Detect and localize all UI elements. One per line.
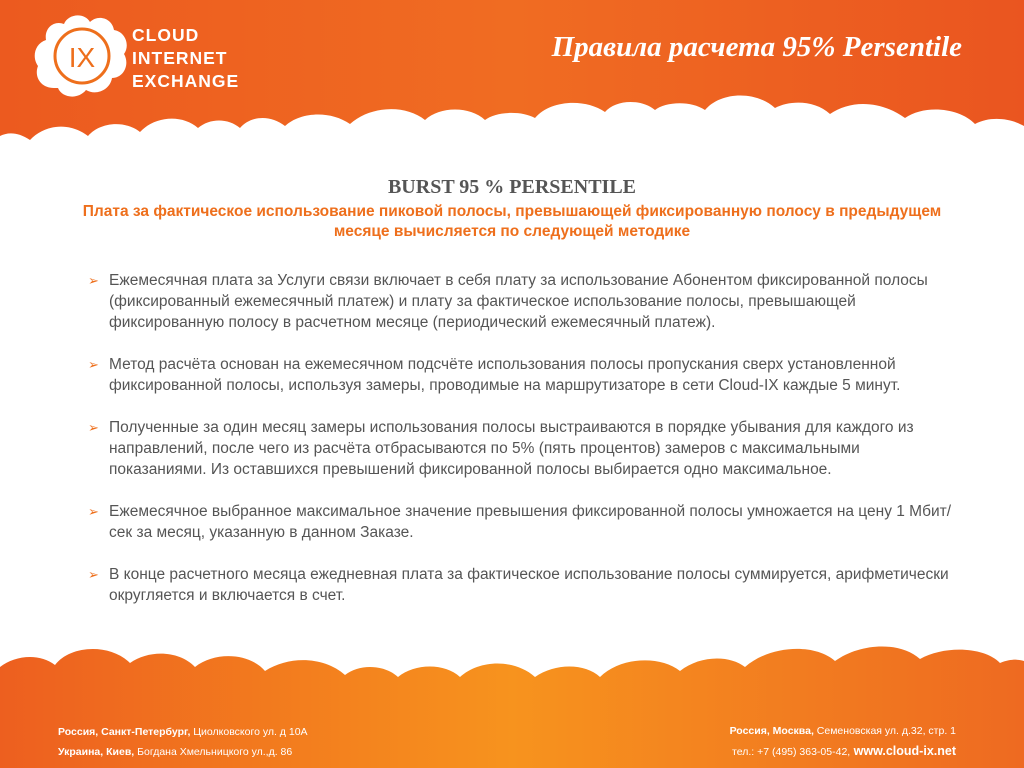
rule-text: Ежемесячное выбранное максимальное значение превышения фиксированной полосы умножается на цену 1 Мбит/сек за месяц, указанную в данном Заказе. xyxy=(109,503,952,541)
rules-list xyxy=(88,270,958,606)
cloud-ix-logo-icon xyxy=(32,10,132,105)
arrow-bullet-icon: ➢ xyxy=(88,420,99,435)
arrow-bullet-icon: ➢ xyxy=(88,567,99,582)
rule-text: Ежемесячная плата за Услуги связи включает в себя плату за использование Абонентом фиксированной полосы (фиксированный ежемесячный платеж) и плату за фактическое использование полосы, превышающей фиксированную полосу в расчетном месяце (периодический ежемесячный платеж). xyxy=(109,272,928,331)
arrow-bullet-icon: ➢ xyxy=(88,357,99,372)
rule-text: В конце расчетного месяца ежедневная плата за фактическое использование полосы суммируется, арифметически округляется и включается в счет. xyxy=(109,566,949,604)
logo-line-2: INTERNET xyxy=(132,48,228,68)
footer-address-kiev xyxy=(58,746,292,758)
footer-moscow-label: Россия, Москва, xyxy=(729,725,814,737)
arrow-bullet-icon: ➢ xyxy=(88,273,99,288)
rule-item-4 xyxy=(88,501,958,543)
footer-contacts xyxy=(732,744,956,758)
logo-wordmark xyxy=(132,24,239,93)
rule-item-1 xyxy=(88,270,958,333)
rule-text: Полученные за один месяц замеры использования полосы выстраиваются в порядке убывания для каждого из направлений, после чего из расчёта отбрасываются по 5% (пять процентов) замеров с максимальными показаниями. Из оставшихся превышений фиксированной полосы выбирается одно максимальное. xyxy=(109,419,914,478)
footer-kiev-label: Украина, Киев, xyxy=(58,746,135,758)
footer-address-spb xyxy=(58,726,308,738)
rule-item-5 xyxy=(88,564,958,606)
section-heading: BURST 95 % PERSENTILE xyxy=(387,176,637,198)
footer-address-moscow xyxy=(730,725,956,737)
footer-spb-label: Россия, Санкт-Петербург, xyxy=(58,726,191,738)
logo-mark: IX xyxy=(68,42,96,73)
footer-phone: тел.: +7 (495) 363-05-42, xyxy=(732,746,851,758)
page-title: Правила расчета 95% Persentile xyxy=(551,31,962,63)
footer-website-link[interactable]: www.cloud-ix.net xyxy=(850,744,956,758)
footer-kiev-address: Богдана Хмельницкого ул.,д. 86 xyxy=(134,746,293,758)
section-subheading: Плата за фактическое использование пиковой полосы, превышающей фиксированную полосу в предыдущем месяце вычисляется по следующей методике xyxy=(82,203,942,240)
footer-spb-address: Циолковского ул. д 10А xyxy=(190,726,308,738)
company-logo xyxy=(32,10,252,105)
rule-item-3 xyxy=(88,417,958,480)
footer-moscow-address: Семеновская ул. д.32, стр. 1 xyxy=(813,725,956,737)
rule-item-2 xyxy=(88,354,958,396)
arrow-bullet-icon: ➢ xyxy=(88,504,99,519)
logo-line-3: EXCHANGE xyxy=(132,71,240,91)
rule-text: Метод расчёта основан на ежемесячном подсчёте использования полосы пропускания сверх установленной фиксированной полосы, используя замеры, проводимые на маршрутизаторе в сети Cloud-IX каждые 5 минут. xyxy=(109,356,901,394)
logo-line-1: CLOUD xyxy=(132,25,200,45)
